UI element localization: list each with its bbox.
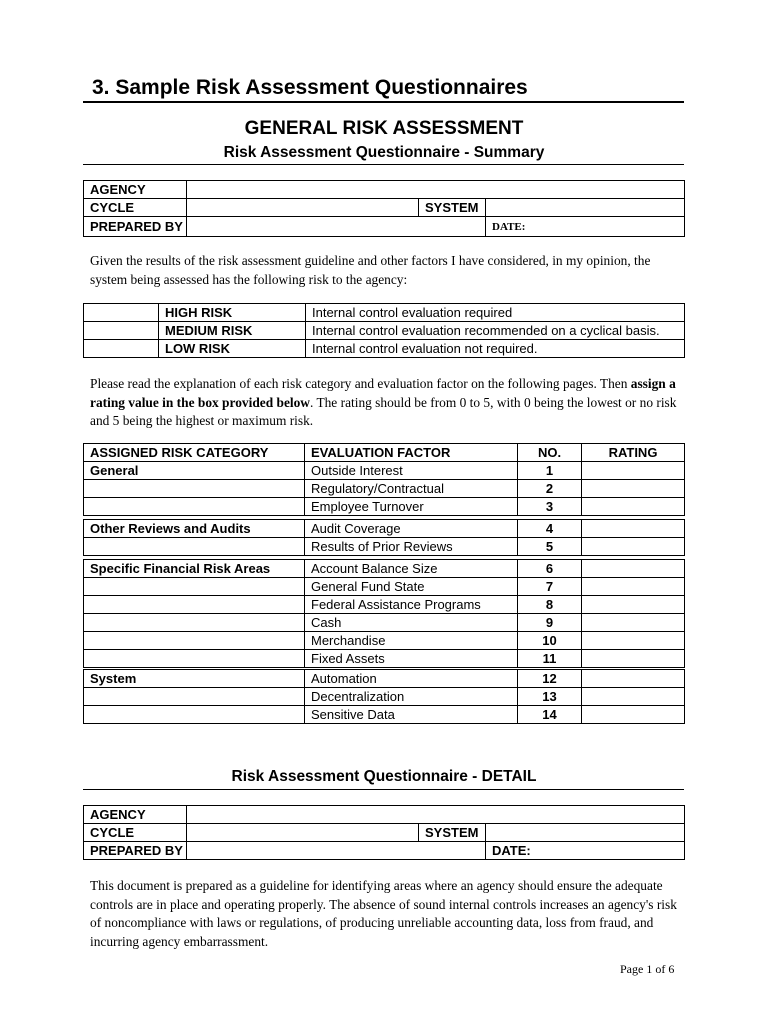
- rating-input[interactable]: [582, 462, 685, 480]
- factor-row: [84, 578, 685, 596]
- detail-title: Risk Assessment Questionnaire - DETAIL: [231, 768, 537, 785]
- factor-cell: Fixed Assets: [305, 650, 518, 669]
- instructions-part1: Please read the explanation of each risk category and evaluation factor on the following pages. Then: [90, 376, 631, 391]
- detail-prepared-by-field[interactable]: [187, 842, 486, 860]
- category-cell: [84, 614, 305, 632]
- category-cell: [84, 596, 305, 614]
- rating-input[interactable]: [582, 520, 685, 538]
- number-cell: 11: [518, 650, 582, 669]
- factor-row: [84, 706, 685, 724]
- factor-cell: Sensitive Data: [305, 706, 518, 724]
- number-cell: 2: [518, 480, 582, 498]
- number-cell: 10: [518, 632, 582, 650]
- agency-label: AGENCY: [84, 181, 187, 199]
- rating-input[interactable]: [582, 706, 685, 724]
- header-no: NO.: [518, 444, 582, 462]
- title-rule: [83, 101, 684, 103]
- detail-rule: [83, 789, 684, 790]
- low-risk-checkbox[interactable]: [84, 340, 159, 358]
- factor-row: [84, 560, 685, 578]
- rating-input[interactable]: [582, 614, 685, 632]
- detail-prepared-by-label: PREPARED BY: [84, 842, 187, 860]
- date-label: DATE:: [492, 221, 526, 233]
- category-cell: [84, 706, 305, 724]
- factor-cell: Cash: [305, 614, 518, 632]
- factor-row: [84, 688, 685, 706]
- detail-system-label: SYSTEM: [419, 824, 486, 842]
- factor-cell: Audit Coverage: [305, 520, 518, 538]
- low-risk-description: Internal control evaluation not required.: [306, 340, 685, 358]
- factor-row: [84, 614, 685, 632]
- number-cell: 1: [518, 462, 582, 480]
- summary-rule: [83, 164, 684, 165]
- factor-row: [84, 538, 685, 556]
- instructions-part2: . The rating should be from 0 to 5, with 0 being the lowest or no risk and 5 being the highest or maximum risk.: [90, 394, 677, 428]
- category-cell: [84, 498, 305, 516]
- detail-header-form: [83, 805, 685, 860]
- high-risk-checkbox[interactable]: [84, 304, 159, 322]
- category-cell: [84, 650, 305, 669]
- page-number: Page 1 of 6: [620, 962, 675, 976]
- category-cell: [84, 480, 305, 498]
- number-cell: 8: [518, 596, 582, 614]
- factor-row: [84, 596, 685, 614]
- rating-input[interactable]: [582, 669, 685, 688]
- factor-cell: Results of Prior Reviews: [305, 538, 518, 556]
- detail-date-label[interactable]: DATE:: [486, 842, 685, 860]
- instructions-text: [90, 375, 690, 431]
- medium-risk-description: Internal control evaluation recommended on a cyclical basis.: [306, 322, 685, 340]
- number-cell: 13: [518, 688, 582, 706]
- rating-input[interactable]: [582, 578, 685, 596]
- rating-input[interactable]: [582, 480, 685, 498]
- detail-agency-label: AGENCY: [84, 806, 187, 824]
- header-factor: EVALUATION FACTOR: [305, 444, 518, 462]
- rating-input[interactable]: [582, 688, 685, 706]
- factor-cell: Automation: [305, 669, 518, 688]
- factor-cell: Decentralization: [305, 688, 518, 706]
- detail-system-field[interactable]: [486, 824, 685, 842]
- low-risk-label: LOW RISK: [159, 340, 306, 358]
- rating-input[interactable]: [582, 538, 685, 556]
- number-cell: 5: [518, 538, 582, 556]
- factor-row: [84, 632, 685, 650]
- number-cell: 9: [518, 614, 582, 632]
- number-cell: 14: [518, 706, 582, 724]
- number-cell: 3: [518, 498, 582, 516]
- category-cell: [84, 688, 305, 706]
- factor-row: [84, 498, 685, 516]
- rating-input[interactable]: [582, 596, 685, 614]
- factor-cell: Merchandise: [305, 632, 518, 650]
- high-risk-description: Internal control evaluation required: [306, 304, 685, 322]
- detail-cycle-field[interactable]: [187, 824, 419, 842]
- factor-row: [84, 462, 685, 480]
- instructions-bold: assign a rating value in the box provided below: [90, 376, 676, 410]
- factor-cell: Outside Interest: [305, 462, 518, 480]
- main-title: GENERAL RISK ASSESSMENT: [244, 118, 524, 139]
- category-cell: System: [84, 669, 305, 688]
- factor-row: [84, 520, 685, 538]
- prepared-by-label: PREPARED BY: [84, 217, 187, 237]
- detail-agency-field[interactable]: [187, 806, 685, 824]
- number-cell: 4: [518, 520, 582, 538]
- rating-input[interactable]: [582, 498, 685, 516]
- system-field[interactable]: [486, 199, 685, 217]
- category-cell: [84, 538, 305, 556]
- medium-risk-label: MEDIUM RISK: [159, 322, 306, 340]
- system-label: SYSTEM: [419, 199, 486, 217]
- factor-cell: Employee Turnover: [305, 498, 518, 516]
- factor-table: [83, 443, 685, 724]
- header-rating: RATING: [582, 444, 685, 462]
- high-risk-label: HIGH RISK: [159, 304, 306, 322]
- factor-cell: Account Balance Size: [305, 560, 518, 578]
- number-cell: 7: [518, 578, 582, 596]
- factor-cell: General Fund State: [305, 578, 518, 596]
- number-cell: 12: [518, 669, 582, 688]
- category-cell: [84, 632, 305, 650]
- factor-row: [84, 669, 685, 688]
- section-title: 3. Sample Risk Assessment Questionnaires: [92, 76, 528, 99]
- prepared-by-field[interactable]: [187, 217, 486, 237]
- date-field[interactable]: [486, 217, 685, 237]
- factor-cell: Federal Assistance Programs: [305, 596, 518, 614]
- cycle-label: CYCLE: [84, 199, 187, 217]
- cycle-field[interactable]: [187, 199, 419, 217]
- factor-cell: Regulatory/Contractual: [305, 480, 518, 498]
- rating-input[interactable]: [582, 650, 685, 669]
- detail-cycle-label: CYCLE: [84, 824, 187, 842]
- category-cell: [84, 578, 305, 596]
- agency-field[interactable]: [187, 181, 685, 199]
- summary-title: Risk Assessment Questionnaire - Summary: [223, 144, 545, 161]
- medium-risk-checkbox[interactable]: [84, 322, 159, 340]
- summary-header-form: [83, 180, 685, 237]
- factor-row: [84, 650, 685, 669]
- rating-input[interactable]: [582, 632, 685, 650]
- header-category: ASSIGNED RISK CATEGORY: [84, 444, 305, 462]
- risk-level-table: [83, 303, 685, 358]
- factor-row: [84, 480, 685, 498]
- category-cell: General: [84, 462, 305, 480]
- detail-text: This document is prepared as a guideline for identifying areas where an agency should ensure the adequate controls are in place and operating properly. The absence of sound internal controls increases an agency's risk of noncompliance with laws or regulations, of producing unreliable accounting data, loss from fraud, and incurring agency embarrassment.: [90, 878, 677, 949]
- intro-text: Given the results of the risk assessment guideline and other factors I have considered, in my opinion, the system being assessed has the following risk to the agency:: [90, 253, 651, 287]
- category-cell: Specific Financial Risk Areas: [84, 560, 305, 578]
- category-cell: Other Reviews and Audits: [84, 520, 305, 538]
- rating-input[interactable]: [582, 560, 685, 578]
- number-cell: 6: [518, 560, 582, 578]
